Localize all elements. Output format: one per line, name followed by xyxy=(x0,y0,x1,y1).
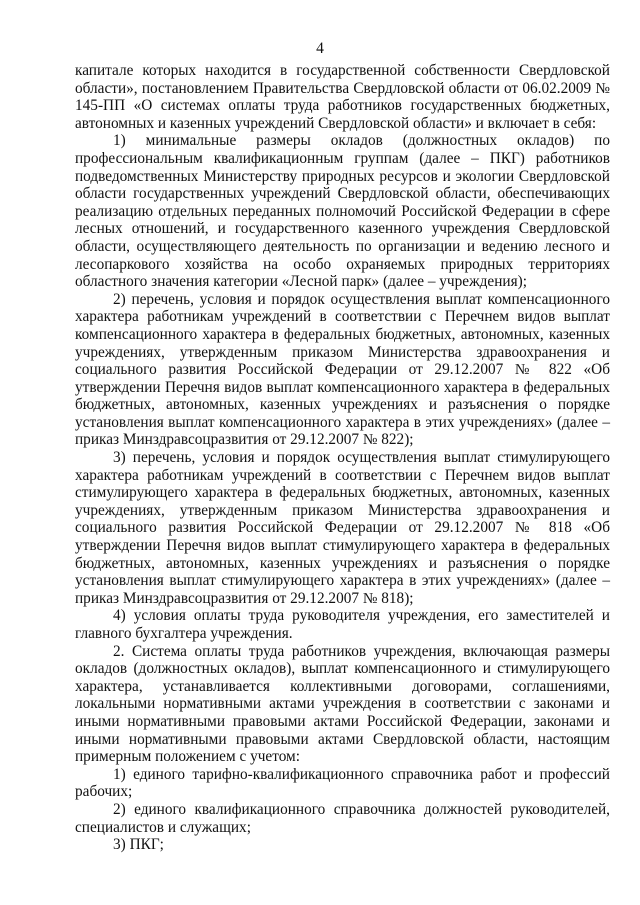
paragraph-subitem-1-tariff-reference: 1) единого тарифно-квалификационного справочника работ и профессий рабочих; xyxy=(75,765,610,801)
paragraph-item-4-management-pay: 4) условия оплаты труда руководителя учреждения, его заместителей и главного бухгалтера учреждения. xyxy=(75,607,610,642)
paragraph-item-2-compensation: 2) перечень, условия и порядок осуществления выплат компенсационного характера работникам учреждений в соответствии с Перечнем видов выплат компенсационного характера в федеральных бюджетных, автономных, казенных учреждениях, утвержденным приказом Министерства здравоохранения и социального развития Российской Федерации от 29.12.2007 № 822 «Об утверждении Перечня видов выплат компенсационного характера в федеральных бюджетных, автономных, казенных учреждениях и разъяснения о порядке установления выплат компенсационного характера в этих учреждениях» (далее – приказ Минздравсоцразвития от 29.12.2007 № 822); xyxy=(75,290,610,449)
page-number: 4 xyxy=(316,40,324,57)
document-body xyxy=(75,62,610,854)
paragraph-section-2-pay-system: 2. Система оплаты труда работников учреждения, включающая размеры окладов (должностных окладов), выплат компенсационного и стимулирующего характера, устанавливается коллективными договорами, соглашениями, локальными нормативными актами учреждения в соответствии с законами и иными нормативными правовыми актами Российской Федерации, законами и иными нормативными правовыми актами Свердловской области, настоящим примерным положением с учетом: xyxy=(75,642,610,766)
paragraph-subitem-3-pkg: 3) ПКГ; xyxy=(113,836,164,854)
paragraph-item-3-incentive: 3) перечень, условия и порядок осуществления выплат стимулирующего характера работникам учреждений в соответствии с Перечнем видов выплат стимулирующего характера в федеральных бюджетных, автономных, казенных учреждениях, утвержденным приказом Министерства здравоохранения и социального развития Российской Федерации от 29.12.2007 № 818 «Об утверждении Перечня видов выплат стимулирующего характера в федеральных бюджетных, автономных, казенных учреждениях и разъяснения о порядке установления выплат стимулирующего характера в этих учреждениях» (далее – приказ Минздравсоцразвития от 29.12.2007 № 818); xyxy=(75,449,610,607)
paragraph-subitem-2-qualification-reference: 2) единого квалификационного справочника должностей руководителей, специалистов и служащих; xyxy=(75,800,610,836)
paragraph-item-1-salaries: 1) минимальные размеры окладов (должностных окладов) по профессиональным квалификационным группам (далее – ПКГ) работников подведомственных Министерству природных ресурсов и экологии Свердловской области государственных учреждений Свердловской области, обеспечивающих реализацию отдельных переданных полномочий Российской Федерации в сфере лесных отношений, и государственного казенного учреждения Свердловской области, осуществляющего деятельность по организации и ведению лесного и лесопаркового хозяйства на особо охраняемых природных территориях областного значения категории «Лесной парк» (далее – учреждения); xyxy=(75,132,610,291)
paragraph-intro-continuation: капитале которых находится в государственной собственности Свердловской области», постановлением Правительства Свердловской области от 06.02.2009 № 145-ПП «О системах оплаты труда работников государственных бюджетных, автономных и казенных учреждений Свердловской области» и включает в себя: xyxy=(75,62,610,132)
